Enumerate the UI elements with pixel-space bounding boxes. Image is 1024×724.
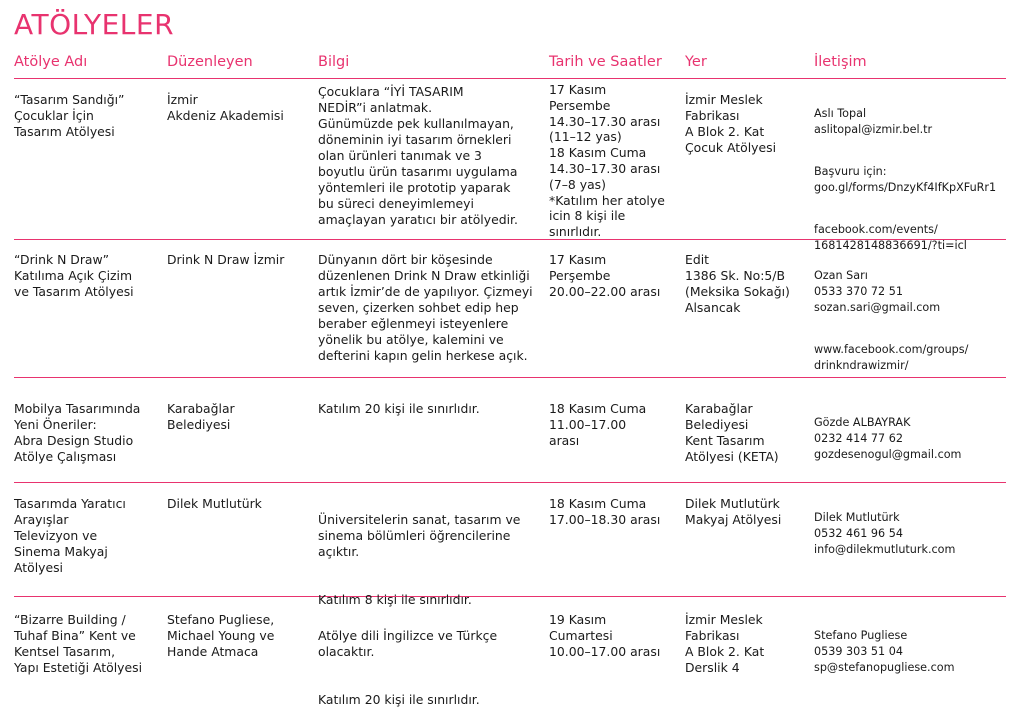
datetime: 19 Kasım Cumartesi 10.00–17.00 arası <box>549 612 661 659</box>
datetime: 18 Kasım Cuma 17.00–18.30 arası <box>549 496 661 527</box>
column-header-info: Bilgi <box>318 54 350 70</box>
contact-person: Gözde ALBAYRAK 0232 414 77 62 gozdesenogul@gmail.com <box>814 416 962 461</box>
organizer: Drink N Draw İzmir <box>167 252 285 267</box>
contact-person: Stefano Pugliese 0539 303 51 04 sp@stefanopugliese.com <box>814 629 955 674</box>
datetime: 17 Kasım Persembe 14.30–17.30 arası (11–12 yas) 18 Kasım Cuma 14.30–17.30 arası (7–8 yas) *Katılım her atolye icin 8 kişi ile sınırlıdır. <box>549 82 665 240</box>
application-link[interactable]: Başvuru için: goo.gl/forms/DnzyKf4IfKpXFuRr1 <box>814 165 997 194</box>
info-capacity: Katılım 20 kişi ile sınırlıdır. <box>318 692 480 707</box>
workshop-name: Tasarımda Yaratıcı Arayışlar Televizyon ve Sinema Makyaj Atölyesi <box>14 496 126 575</box>
workshop-name: “Drink N Draw” Katılıma Açık Çizim ve Tasarım Atölyesi <box>14 252 134 299</box>
contact-info <box>814 252 968 374</box>
column-header-workshop-name: Atölye Adı <box>14 54 88 70</box>
contact-info <box>814 399 961 463</box>
organizer: İzmir Akdeniz Akademisi <box>167 92 284 123</box>
contact-info <box>814 90 996 254</box>
column-header-place: Yer <box>685 54 707 70</box>
info <box>318 612 497 708</box>
info-text: Üniversitelerin sanat, tasarım ve sinema bölümleri öğrencilerine açıktır. <box>318 512 521 559</box>
group-link[interactable]: www.facebook.com/groups/ drinkndrawizmir/ <box>814 343 969 372</box>
contact-person: Dilek Mutlutürk 0532 461 96 54 info@dilekmutluturk.com <box>814 511 956 556</box>
datetime: 18 Kasım Cuma 11.00–17.00 arası <box>549 401 647 448</box>
info: Çocuklara “İYİ TASARIM NEDİR”i anlatmak. Günümüzde pek kullanılmayan, döneminin iyi tasarım örnekleri olan ürünleri tanımak ve 3 boyutlu ürün tasarımı uygulama yöntemleri ile prototip yaparak bu süreci deneyimlemeyi amaçlayan yaratıcı bir atölyedir. <box>318 84 518 227</box>
info: Katılım 20 kişi ile sınırlıdır. <box>318 401 480 416</box>
workshop-name: “Tasarım Sandığı” Çocuklar İçin Tasarım Atölyesi <box>14 92 125 139</box>
row-divider <box>14 377 1006 378</box>
info-capacity: Katılım 8 kişi ile sınırlıdır. <box>318 592 472 607</box>
contact-info <box>814 494 955 558</box>
organizer: Dilek Mutlutürk <box>167 496 262 511</box>
column-header-contact: İletişim <box>814 54 867 70</box>
place: Edit 1386 Sk. No:5/B (Meksika Sokağı) Alsancak <box>685 252 790 315</box>
header-divider <box>14 78 1006 79</box>
place: Karabağlar Belediyesi Kent Tasarım Atölyesi (KETA) <box>685 401 779 464</box>
page-title: ATÖLYELER <box>14 8 175 41</box>
workshop-name: “Bizarre Building / Tuhaf Bina” Kent ve Kentsel Tasarım, Yapı Estetiği Atölyesi <box>14 612 143 675</box>
contact-person: Aslı Topal aslitopal@izmir.bel.tr <box>814 107 933 136</box>
info: Dünyanın dört bir köşesinde düzenlenen Drink N Draw etkinliği artık İzmir’de de yapılıyor. Çizmeyi seven, çizerken sohbet edip hep beraber eğlenmeyi isteyenlere yönelik bu atölye, kalemini ve defterini kapın gelin herkese açık. <box>318 252 533 363</box>
info-text: Atölye dili İngilizce ve Türkçe olacaktır. <box>318 628 498 659</box>
organizer: Stefano Pugliese, Michael Young ve Hande Atmaca <box>167 612 275 659</box>
event-link[interactable]: facebook.com/events/ 1681428148836691/?ti=icl <box>814 223 967 252</box>
datetime: 17 Kasım Perşembe 20.00–22.00 arası <box>549 252 661 299</box>
info <box>318 496 520 608</box>
organizer: Karabağlar Belediyesi <box>167 401 235 432</box>
contact-person: Ozan Sarı 0533 370 72 51 sozan.sari@gmail.com <box>814 269 941 314</box>
row-divider <box>14 482 1006 483</box>
place: İzmir Meslek Fabrikası A Blok 2. Kat Derslik 4 <box>685 612 765 675</box>
column-header-datetime: Tarih ve Saatler <box>549 54 662 70</box>
workshop-name: Mobilya Tasarımında Yeni Öneriler: Abra Design Studio Atölye Çalışması <box>14 401 141 464</box>
contact-info <box>814 612 955 676</box>
column-header-organizer: Düzenleyen <box>167 54 253 70</box>
place: Dilek Mutlutürk Makyaj Atölyesi <box>685 496 782 527</box>
place: İzmir Meslek Fabrikası A Blok 2. Kat Çocuk Atölyesi <box>685 92 777 155</box>
